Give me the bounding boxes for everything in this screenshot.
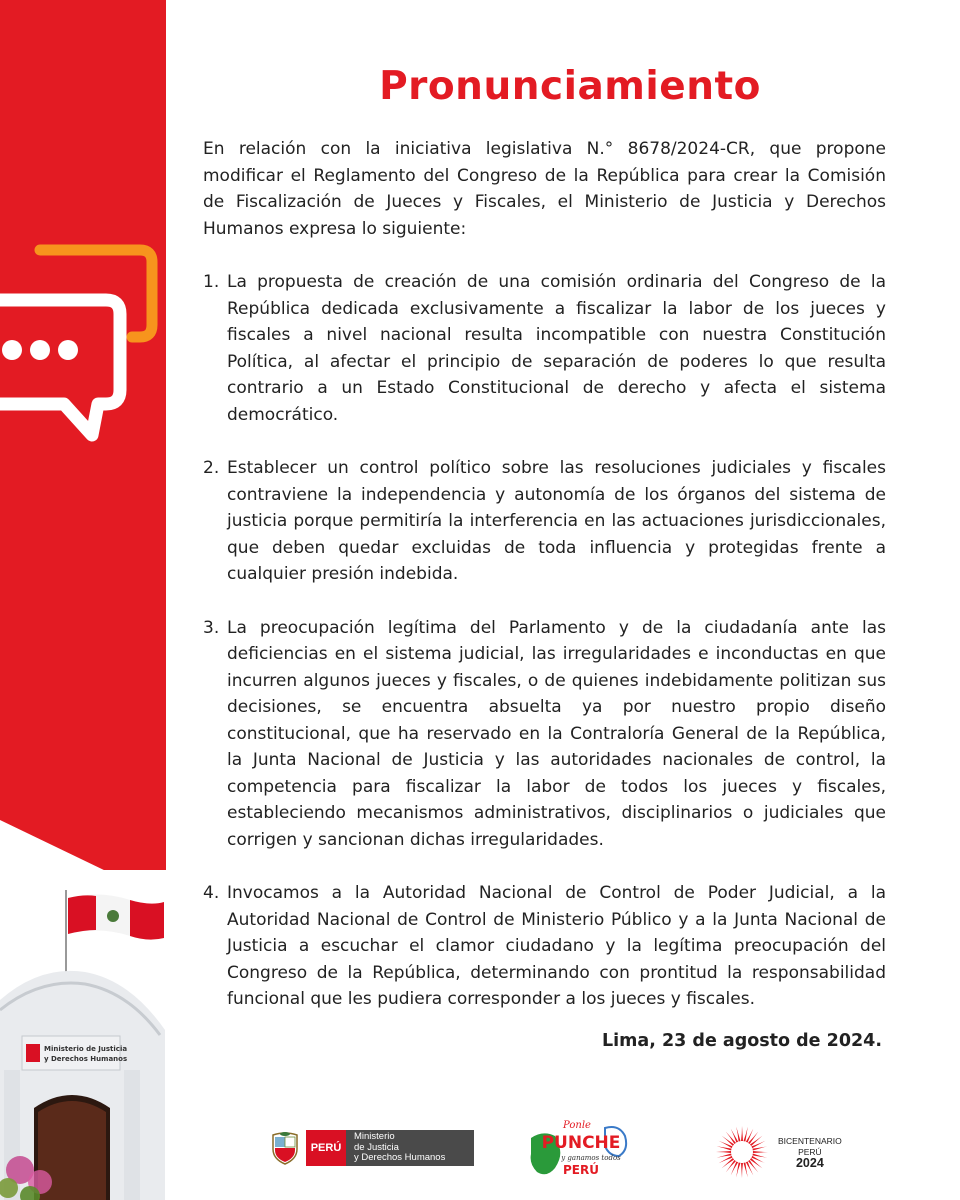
sun-ray bbox=[736, 1127, 740, 1142]
point-number: 3. bbox=[203, 617, 220, 638]
building-sign-line1: Ministerio de Justicia bbox=[44, 1045, 128, 1053]
ministry-label-line3: y Derechos Humanos bbox=[354, 1152, 446, 1164]
sun-ray bbox=[736, 1162, 740, 1177]
sun-ray bbox=[751, 1141, 765, 1148]
bicentenario-sun-icon bbox=[712, 1122, 772, 1182]
sun-ray bbox=[746, 1161, 753, 1175]
sun-ray bbox=[719, 1156, 733, 1163]
ponle-punche-logo bbox=[525, 1116, 635, 1180]
sun-ray bbox=[750, 1158, 762, 1168]
peru-label: PERÚ bbox=[306, 1130, 346, 1166]
ministry-label bbox=[346, 1130, 474, 1166]
sun-ray bbox=[753, 1151, 768, 1153]
point-text: La propuesta de creación de una comisión ordinaria del Congreso de la República dedicada exclusivamente a fiscalizar la labor de los jueces y fiscales a nivel nacional resulta incompatible con nuestra Constitución Política, al afectar el principio de separación de poderes lo que resulta contrario a un Estado Constitucional de derecho y afecta el sistema democrático. bbox=[227, 272, 886, 425]
sun-ray bbox=[717, 1146, 732, 1150]
ponle-line4: PERÚ bbox=[563, 1163, 599, 1177]
ponle-line2: PUNCHE bbox=[541, 1133, 621, 1153]
statement-points bbox=[203, 269, 886, 1013]
ministry-label-line1: Ministerio bbox=[354, 1131, 395, 1143]
chat-bubble-icon bbox=[0, 230, 170, 460]
bicentenario-logo bbox=[712, 1122, 842, 1182]
point-number: 2. bbox=[203, 458, 220, 478]
sun-ray bbox=[748, 1132, 758, 1144]
coat-of-arms-icon bbox=[268, 1131, 302, 1165]
point-number: 4. bbox=[203, 883, 220, 903]
statement-point bbox=[203, 269, 886, 428]
page-title: Pronunciamiento bbox=[379, 64, 761, 109]
sun-ray bbox=[731, 1129, 738, 1143]
statement-point bbox=[203, 615, 886, 854]
building-sign-line2: y Derechos Humanos bbox=[44, 1055, 128, 1063]
bicentenario-line2: PERÚ bbox=[798, 1146, 822, 1157]
point-number: 1. bbox=[203, 272, 220, 292]
ponle-line3: y ganamos todos bbox=[561, 1154, 621, 1162]
ponle-line1: Ponle bbox=[563, 1120, 591, 1131]
bicentenario-year: 2024 bbox=[795, 1155, 824, 1170]
point-text: La preocupación legítima del Parlamento y de la ciudadanía ante las deficiencias en el sistema judicial, las irregularidades e inconductas en que incurren algunos jueces y fiscales, o de quienes indebidamente politizan sus decisiones, se encuentra absuelta ya por nuestro propio diseño constitucional, que ha reservado en la Contraloría General de la República, la Junta Nacional de Justicia y las autoridades nacionales de control, la competencia para fiscalizar la labor de todos los jueces y fiscales, estableciendo mecanismos administrativos, disciplinarios o judiciales que corrigen y sancionan dichas irregularidades. bbox=[227, 617, 886, 850]
government-logo bbox=[268, 1130, 474, 1166]
sun-ray bbox=[722, 1136, 734, 1146]
footer-logos bbox=[0, 1116, 960, 1186]
sun-ray bbox=[726, 1160, 736, 1172]
sun-ray bbox=[717, 1153, 732, 1157]
ministry-label-line2: de Justicia bbox=[354, 1141, 399, 1153]
signature-date: Lima, 23 de agosto de 2024. bbox=[602, 1031, 882, 1051]
sun-ray bbox=[752, 1146, 767, 1150]
point-text: Establecer un control político sobre las resoluciones judiciales y fiscales contraviene la independencia y autonomía de los órganos del sistema de justicia porque permitiría la interferencia en las actuaciones jurisdiccionales, que deben quedar excluidas de toda influencia y protegidas frente a cualquier presión indebida. bbox=[227, 458, 886, 584]
statement-point bbox=[203, 455, 886, 588]
sun-ray bbox=[741, 1163, 743, 1178]
statement-body bbox=[203, 136, 886, 1013]
statement-point bbox=[203, 880, 886, 1013]
bicentenario-line1: BICENTENARIO bbox=[778, 1135, 842, 1146]
sun-ray bbox=[716, 1151, 731, 1153]
sun-ray bbox=[743, 1162, 747, 1177]
sun-ray bbox=[752, 1153, 767, 1157]
point-text: Invocamos a la Autoridad Nacional de Control de Poder Judicial, a la Autoridad Nacional de Control de Ministerio Público y a la Junta Nacional de Justicia a escuchar el clamor ciudadano y la legítima preocupación del Congreso de la República, determinando con prontitud la responsabilidad funcional que les pudiera corresponder a los jueces y fiscales. bbox=[227, 883, 886, 1009]
intro-paragraph: En relación con la iniciativa legislativa N.° 8678/2024-CR, que propone modificar el Reglamento del Congreso de la República para crear la Comisión de Fiscalización de Jueces y Fiscales, el Ministerio de Justicia y Derechos Humanos expresa lo siguiente: bbox=[203, 139, 886, 239]
sun-ray bbox=[743, 1127, 747, 1142]
sun-ray bbox=[741, 1126, 743, 1141]
